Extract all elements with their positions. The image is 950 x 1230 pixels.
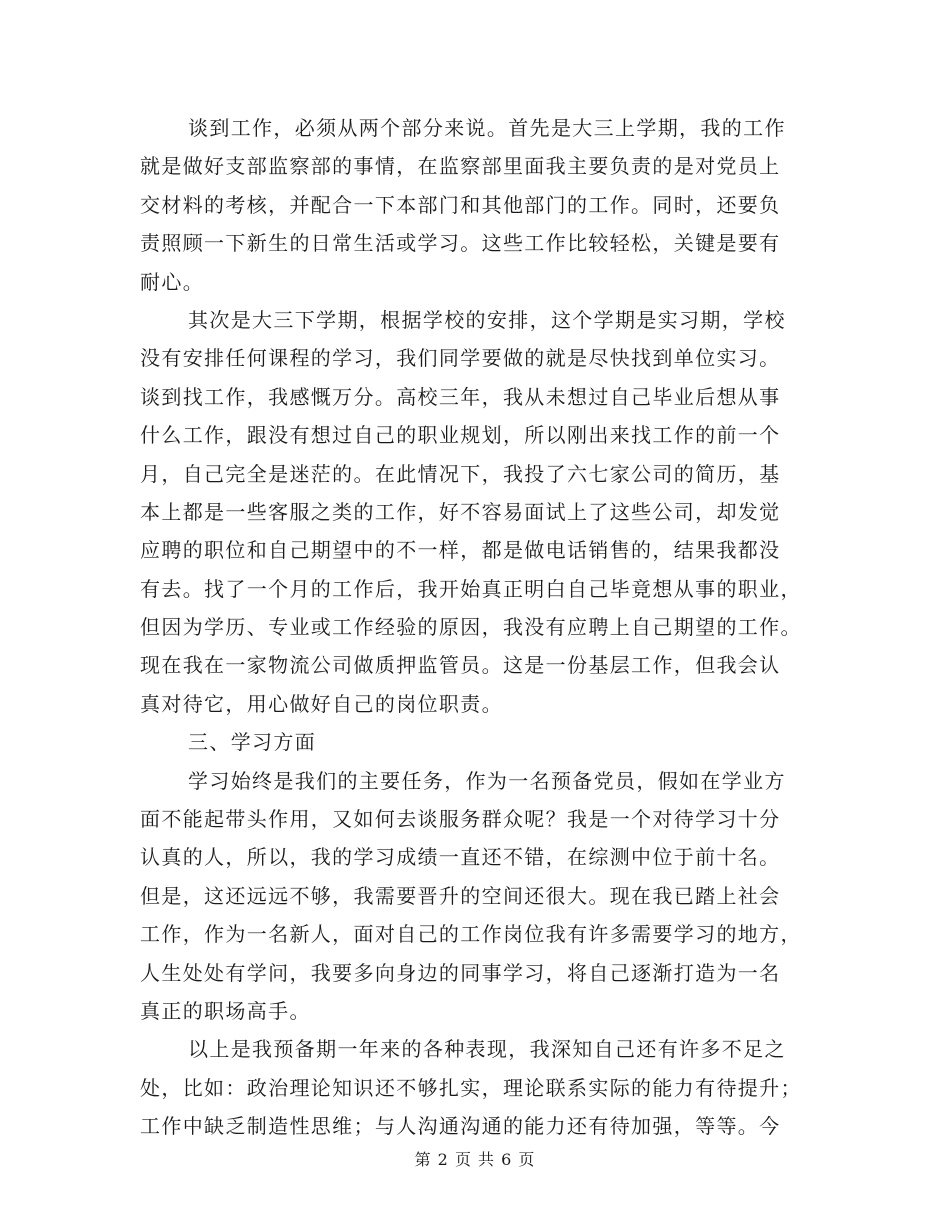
text-line: 学习始终是我们的主要任务，作为一名预备党员，假如在学业方 [188, 768, 786, 793]
text-line: 真正的职场高手。 [140, 998, 311, 1023]
text-line: 没有安排任何课程的学习，我们同学要做的就是尽快找到单位实习。 [140, 346, 781, 371]
page-number-footer: 第 2 页 共 6 页 [414, 1150, 536, 1169]
text-line: 真对待它，用心做好自己的岗位职责。 [140, 691, 503, 716]
text-line: 耐心。 [140, 269, 205, 294]
text-line: 但是，这还远远不够，我需要晋升的空间还很大。现在我已踏上社会 [140, 883, 781, 908]
paragraph-summary [140, 1030, 812, 1145]
text-line: 面不能起带头作用，又如何去谈服务群众呢？我是一个对待学习十分 [140, 807, 781, 832]
text-line: 谈到找工作，我感慨万分。高校三年，我从未想过自己毕业后想从事 [140, 384, 781, 409]
paragraph-study [140, 762, 812, 1031]
paragraph-work [140, 109, 812, 301]
text-line: 交材料的考核，并配合一下本部门和其他部门的工作。同时，还要负 [140, 192, 781, 217]
text-line: 认真的人，所以，我的学习成绩一直还不错，在综测中位于前十名。 [140, 845, 781, 870]
text-line: 月，自己完全是迷茫的。在此情况下，我投了六七家公司的简历，基 [140, 461, 781, 486]
text-line: 工作，作为一名新人，面对自己的工作岗位我有许多需要学习的地方， [140, 922, 802, 947]
text-line: 什么工作，跟没有想过自己的职业规划，所以刚出来找工作的前一个 [140, 423, 781, 448]
text-line: 处，比如：政治理论知识还不够扎实，理论联系实际的能力有待提升； [140, 1075, 802, 1100]
text-line: 谈到工作，必须从两个部分来说。首先是大三上学期，我的工作 [188, 116, 786, 140]
text-line: 其次是大三下学期，根据学校的安排，这个学期是实习期，学校 [188, 307, 786, 332]
text-line: 本上都是一些客服之类的工作，好不容易面试上了这些公司，却发觉 [140, 499, 781, 524]
text-line: 但因为学历、专业或工作经验的原因，我没有应聘上自己期望的工作。 [140, 615, 802, 640]
text-line: 人生处处有学问，我要多向身边的同事学习，将自己逐渐打造为一名 [140, 960, 781, 985]
text-line: 就是做好支部监察部的事情，在监察部里面我主要负责的是对党员上 [140, 154, 781, 179]
text-line: 责照顾一下新生的日常生活或学习。这些工作比较轻松，关键是要有 [140, 231, 781, 256]
page-body [140, 109, 812, 1146]
section-heading-study [140, 723, 812, 761]
text-line: 应聘的职位和自己期望中的不一样，都是做电话销售的，结果我都没 [140, 538, 781, 563]
text-line: 有去。找了一个月的工作后，我开始真正明白自己毕竟想从事的职业， [140, 576, 802, 601]
text-line: 工作中缺乏制造性思维；与人沟通沟通的能力还有待加强，等等。今 [140, 1114, 781, 1139]
text-line: 现在我在一家物流公司做质押监管员。这是一份基层工作，但我会认 [140, 653, 781, 678]
section-heading: 三、学习方面 [188, 730, 317, 755]
text-line: 以上是我预备期一年来的各种表现，我深知自己还有许多不足之 [188, 1037, 786, 1062]
paragraph-internship [140, 301, 812, 723]
